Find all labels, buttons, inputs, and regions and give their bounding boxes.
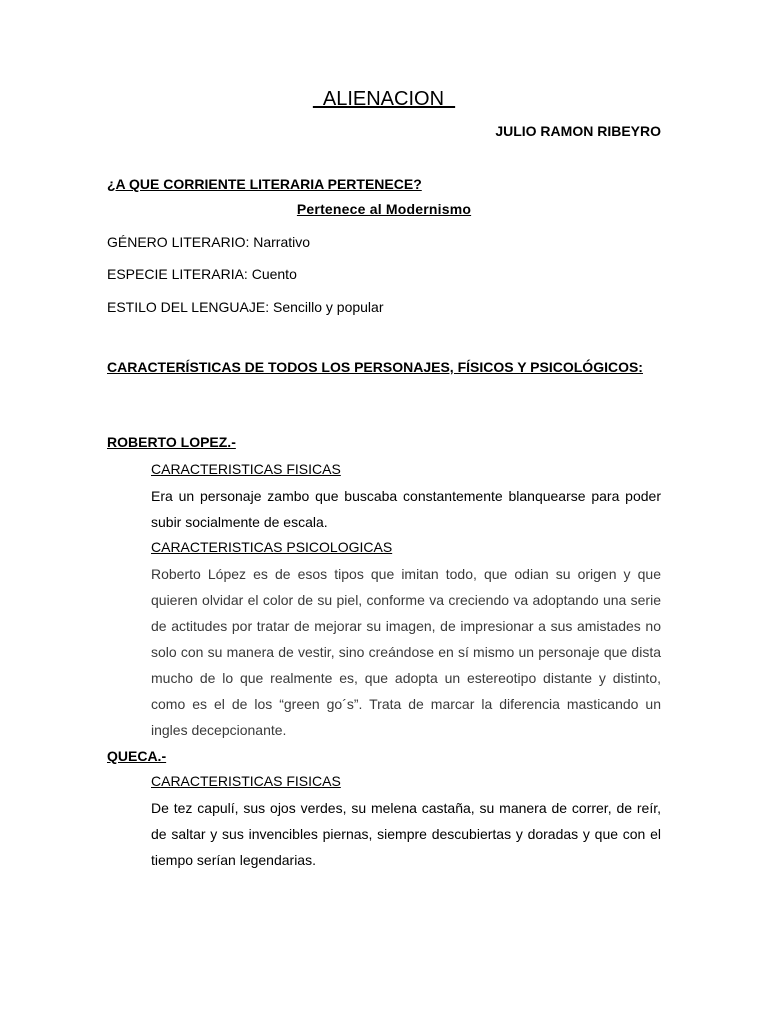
especie-literaria: ESPECIE LITERARIA: Cuento <box>107 266 297 282</box>
literary-movement-question: ¿A QUE CORRIENTE LITERARIA PERTENECE? <box>107 176 422 192</box>
roberto-psychological-text: Roberto López es de esos tipos que imitan todo, que odian su origen y que quieren olvidar el color de su piel, conforme va creciendo va adoptando una serie de actitudes por tratar de mejorar su imagen, de impresionar a sus amistades no solo con su manera de vestir, sino creándose en sí mismo un personaje que dista mucho de lo que realmente es, que adopta un estereotipo distante y distinto, como es el de los “green go´s”. Trata de marcar la diferencia masticando un ingles decepcionante. <box>151 566 661 738</box>
genero-literario: GÉNERO LITERARIO: Narrativo <box>107 234 311 250</box>
roberto-psychological-label: CARACTERISTICAS PSICOLOGICAS <box>151 539 393 555</box>
character-name-roberto: ROBERTO LOPEZ.- <box>107 434 236 450</box>
roberto-physical-label: CARACTERISTICAS FISICAS <box>151 461 341 477</box>
characters-section-heading: CARACTERÍSTICAS DE TODOS LOS PERSONAJES, FÍSICOS Y PSICOLÓGICOS: <box>107 359 643 375</box>
queca-physical-text: De tez capulí, sus ojos verdes, su melena castaña, su manera de correr, de reír, de saltar y sus invencibles piernas, siempre descubiertas y doradas y que con el tiempo serían legendarias. <box>151 800 661 868</box>
character-name-queca: QUECA.- <box>107 748 167 764</box>
author-name: JULIO RAMON RIBEYRO <box>495 123 661 139</box>
roberto-physical-text: Era un personaje zambo que buscaba constantemente blanquearse para poder subir socialmente de escala. <box>151 488 661 530</box>
estilo-lenguaje: ESTILO DEL LENGUAJE: Sencillo y popular <box>107 299 384 315</box>
document-title-text: ALIENACION <box>312 88 456 110</box>
literary-movement-answer: Pertenece al Modernismo <box>296 201 472 217</box>
queca-physical-label: CARACTERISTICAS FISICAS <box>151 773 341 789</box>
document-title <box>0 88 768 111</box>
